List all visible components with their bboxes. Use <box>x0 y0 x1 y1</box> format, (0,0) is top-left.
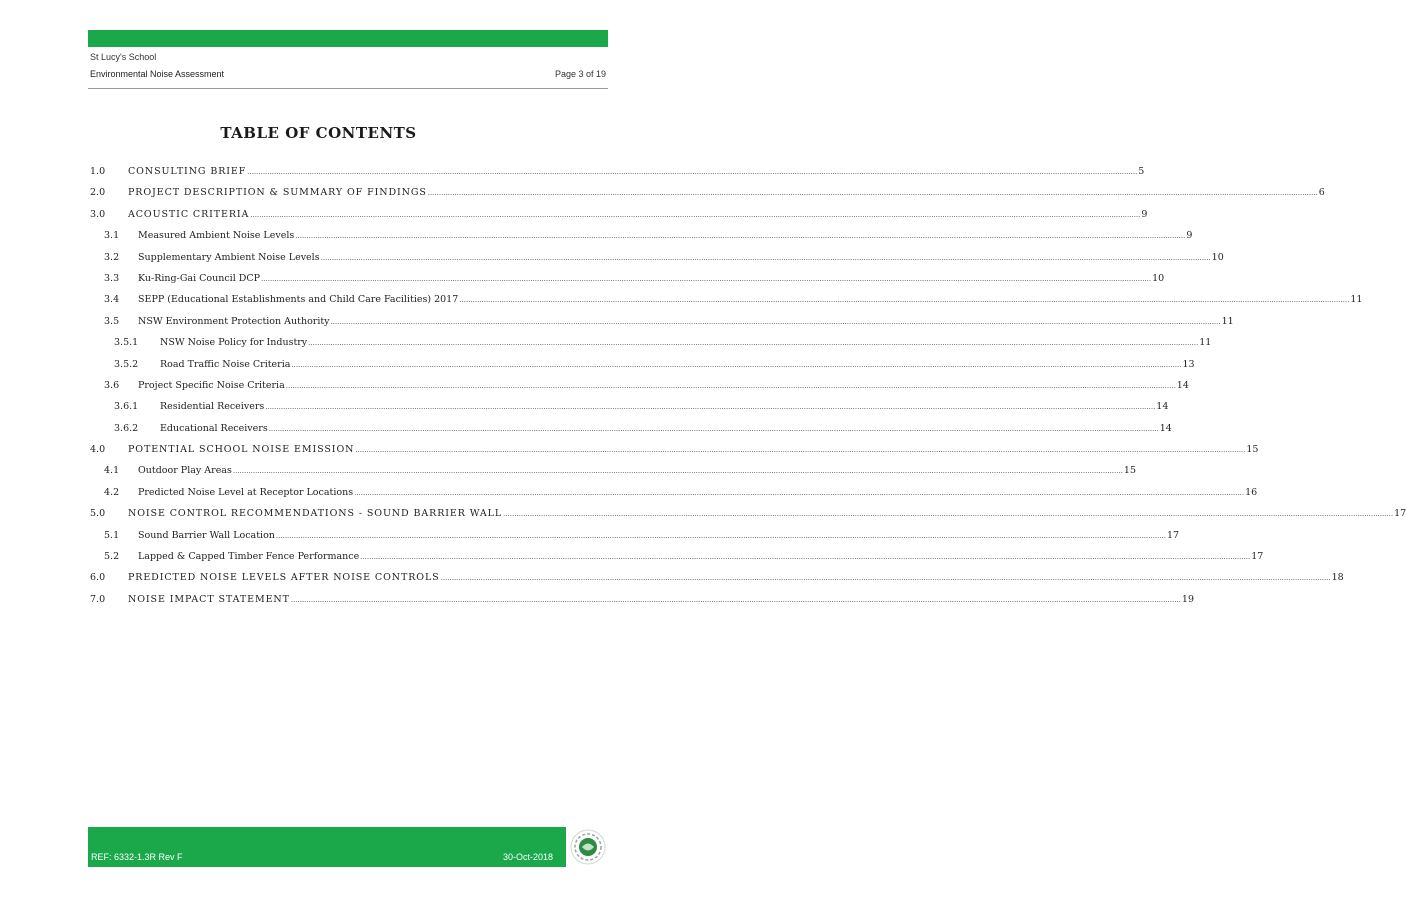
toc-entry-page: 9 <box>1141 208 1148 220</box>
toc-leader-dots: ................................................................................................................................................................................................................................................................................................................................................................................................................ <box>355 446 1246 455</box>
toc-entry-page: 9 <box>1186 230 1193 242</box>
toc-entry-page: 14 <box>1156 401 1169 413</box>
toc-entry-page: 15 <box>1246 444 1259 456</box>
toc-leader-dots: ................................................................................................................................................................................................................................................................................................................................................................................................................ <box>268 424 1159 433</box>
toc-entry-number: 5.0 <box>90 508 106 520</box>
toc-leader-dots: ................................................................................................................................................................................................................................................................................................................................................................................................................ <box>275 531 1166 540</box>
toc-entry-number: 3.5 <box>104 315 120 327</box>
toc-entry-title: Outdoor Play Areas <box>138 465 232 477</box>
toc-leader-dots: ................................................................................................................................................................................................................................................................................................................................................................................................................ <box>330 317 1221 326</box>
header-document-title: Environmental Noise Assessment <box>90 69 225 79</box>
toc-entry-page: 17 <box>1251 551 1264 563</box>
toc-entry-page: 18 <box>1331 572 1344 584</box>
toc-entry-number: 1.0 <box>90 166 106 177</box>
toc-entry-page: 6 <box>1318 187 1325 199</box>
toc-entry[interactable] <box>90 444 1259 465</box>
toc-entry-title: Ku-Ring-Gai Council DCP <box>138 272 261 284</box>
toc-entry-number: 3.5.2 <box>114 358 139 370</box>
toc-entry-page: 5 <box>1138 166 1145 177</box>
toc-entry-title: Predicted Noise Level at Receptor Locations <box>138 486 354 498</box>
header-green-bar <box>88 30 608 47</box>
toc-leader-dots: ................................................................................................................................................................................................................................................................................................................................................................................................................ <box>308 339 1199 348</box>
toc-leader-dots: ................................................................................................................................................................................................................................................................................................................................................................................................................ <box>295 232 1186 241</box>
toc-entry-title: NOISE IMPACT STATEMENT <box>128 593 290 605</box>
toc-entry-number: 3.6 <box>104 379 120 391</box>
toc-entry-title: Project Specific Noise Criteria <box>138 379 285 391</box>
header-divider <box>88 88 608 89</box>
toc-entry-title: Educational Receivers <box>160 422 268 434</box>
toc-entry[interactable] <box>90 315 1234 337</box>
toc-entry-title: NSW Environment Protection Authority <box>138 315 330 327</box>
toc-leader-dots: ................................................................................................................................................................................................................................................................................................................................................................................................................ <box>320 253 1211 262</box>
toc-entry-title: NOISE CONTROL RECOMMENDATIONS - SOUND BARRIER WALL <box>128 508 503 520</box>
toc-entry[interactable] <box>90 593 1194 615</box>
toc-entry[interactable] <box>90 230 1193 251</box>
toc-entry[interactable] <box>90 251 1224 273</box>
toc-entry[interactable] <box>90 358 1195 380</box>
toc-leader-dots: ................................................................................................................................................................................................................................................................................................................................................................................................................ <box>291 360 1182 369</box>
toc-leader-dots: ................................................................................................................................................................................................................................................................................................................................................................................................................ <box>232 467 1123 476</box>
footer-reference: REF: 6332-1.3R Rev F <box>91 852 183 862</box>
toc-entry[interactable] <box>90 294 1363 315</box>
header-school-name: St Lucy's School <box>90 52 157 62</box>
toc-entry-number: 3.3 <box>104 272 120 284</box>
toc-entry-number: 5.1 <box>104 529 120 541</box>
toc-entry-page: 16 <box>1245 486 1258 498</box>
toc-leader-dots: ................................................................................................................................................................................................................................................................................................................................................................................................................ <box>503 510 1394 519</box>
toc-entry-number: 3.6.1 <box>114 401 139 413</box>
toc-entry-number: 3.5.1 <box>114 337 139 349</box>
toc-entry[interactable] <box>90 401 1169 422</box>
toc-entry-number: 4.2 <box>104 486 120 498</box>
toc-entry-number: 4.0 <box>90 444 106 456</box>
toc-entry-title: Lapped & Capped Timber Fence Performance <box>138 551 360 563</box>
toc-entry[interactable] <box>90 187 1325 208</box>
toc-leader-dots: ................................................................................................................................................................................................................................................................................................................................................................................................................ <box>440 574 1331 583</box>
toc-entry-number: 3.0 <box>90 208 106 220</box>
toc-entry-title: ACOUSTIC CRITERIA <box>128 208 250 220</box>
toc-entry-page: 10 <box>1211 251 1224 263</box>
toc-entry-title: Supplementary Ambient Noise Levels <box>138 251 320 263</box>
toc-entry-number: 3.2 <box>104 251 120 263</box>
toc-leader-dots: ................................................................................................................................................................................................................................................................................................................................................................................................................ <box>360 553 1251 562</box>
toc-entry-number: 3.4 <box>104 294 120 306</box>
toc-leader-dots: ................................................................................................................................................................................................................................................................................................................................................................................................................ <box>265 403 1156 412</box>
toc-entry[interactable] <box>90 166 1145 187</box>
toc-entry-title: PREDICTED NOISE LEVELS AFTER NOISE CONTROLS <box>128 572 440 584</box>
toc-entry-title: Sound Barrier Wall Location <box>138 529 275 541</box>
toc-entry-number: 5.2 <box>104 551 120 563</box>
toc-entry[interactable] <box>90 337 1212 358</box>
toc-entry-title: NSW Noise Policy for Industry <box>160 337 308 349</box>
toc-entry[interactable] <box>90 422 1172 444</box>
toc-entry-page: 11 <box>1350 294 1363 306</box>
toc-entry-title: SEPP (Educational Establishments and Child Care Facilities) 2017 <box>138 294 459 306</box>
toc-entry[interactable] <box>90 379 1189 401</box>
toc-entry-title: POTENTIAL SCHOOL NOISE EMISSION <box>128 444 355 456</box>
toc-entry-title: CONSULTING BRIEF <box>128 166 247 177</box>
toc-leader-dots: ................................................................................................................................................................................................................................................................................................................................................................................................................ <box>459 296 1350 305</box>
toc-entry[interactable] <box>90 486 1258 508</box>
toc-entry-number: 6.0 <box>90 572 106 584</box>
toc-entry[interactable] <box>90 272 1165 294</box>
toc-entry-page: 14 <box>1159 422 1172 434</box>
toc-entry[interactable] <box>90 508 1406 529</box>
toc-entry-page: 17 <box>1166 529 1180 541</box>
toc-leader-dots: ................................................................................................................................................................................................................................................................................................................................................................................................................ <box>247 168 1138 176</box>
toc-entry-page: 11 <box>1199 337 1212 349</box>
toc-entry[interactable] <box>90 529 1180 551</box>
toc-leader-dots: ................................................................................................................................................................................................................................................................................................................................................................................................................ <box>290 595 1181 604</box>
toc-entry-number: 2.0 <box>90 187 106 199</box>
toc-entry-number: 4.1 <box>104 465 120 477</box>
toc-entry-title: Road Traffic Noise Criteria <box>160 358 291 370</box>
toc-entry-title: Measured Ambient Noise Levels <box>138 230 295 242</box>
toc-entry-page: 17 <box>1394 508 1406 520</box>
toc-entry[interactable] <box>90 572 1344 593</box>
header-page-number: Page 3 of 19 <box>554 69 606 79</box>
toc-leader-dots: ................................................................................................................................................................................................................................................................................................................................................................................................................ <box>261 274 1152 283</box>
toc-entry-page: 15 <box>1123 465 1136 477</box>
toc-entry-page: 10 <box>1152 272 1165 284</box>
toc-entry-page: 19 <box>1181 593 1194 605</box>
toc-entry-title: Residential Receivers <box>160 401 265 413</box>
toc-entry[interactable] <box>90 208 1148 230</box>
toc-leader-dots: ................................................................................................................................................................................................................................................................................................................................................................................................................ <box>250 210 1141 219</box>
toc-entry-page: 11 <box>1221 315 1234 327</box>
toc-entry[interactable] <box>90 551 1264 572</box>
toc-entry-number: 7.0 <box>90 593 106 605</box>
toc-list <box>90 166 1406 615</box>
footer-date: 30-Oct-2018 <box>503 852 554 862</box>
toc-leader-dots: ................................................................................................................................................................................................................................................................................................................................................................................................................ <box>354 488 1245 497</box>
toc-entry-page: 13 <box>1182 358 1195 370</box>
toc-leader-dots: ................................................................................................................................................................................................................................................................................................................................................................................................................ <box>285 381 1176 390</box>
toc-entry-page: 14 <box>1176 379 1189 391</box>
toc-entry-title: PROJECT DESCRIPTION & SUMMARY OF FINDINGS <box>128 187 427 199</box>
toc-leader-dots: ................................................................................................................................................................................................................................................................................................................................................................................................................ <box>427 189 1318 198</box>
toc-entry[interactable] <box>90 465 1136 486</box>
toc-entry-number: 3.1 <box>104 230 120 242</box>
toc-entry-number: 3.6.2 <box>114 422 139 434</box>
toc-title: TABLE OF CONTENTS <box>220 124 417 142</box>
company-logo-icon <box>570 829 606 865</box>
